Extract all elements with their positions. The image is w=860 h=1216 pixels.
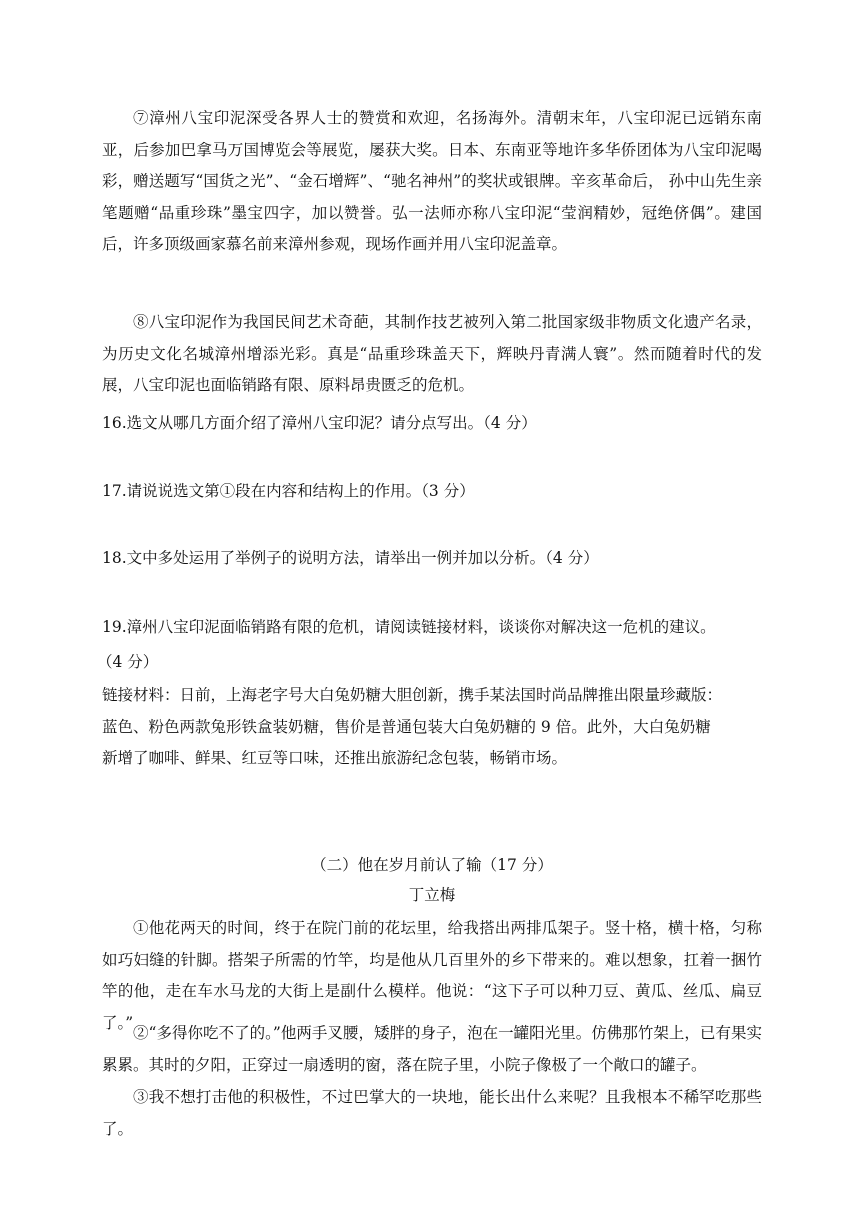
paragraph-3: ③我不想打击他的积极性，不过巴掌大的一块地，能长出什么来呢？且我根本不稀罕吃那些了。 xyxy=(102,1088,762,1138)
question-18: 18.文中多处运用了举例子的说明方法，请举出一例并加以分析。（4 分） xyxy=(102,549,599,567)
section-title: （二）他在岁月前认了输（17 分） xyxy=(311,856,553,874)
paragraph-8: ⑧八宝印泥作为我国民间艺术奇葩，其制作技艺被列入第二批国家级非物质文化遗产名录，为历史文化名城漳州增添光彩。真是“品重珍珠盖天下，辉映丹青满人寰”。然而随着时代的发展，八宝印泥也面临销路有限、原料昂贵匮乏的危机。 xyxy=(102,313,762,394)
question-19: 19.漳州八宝印泥面临销路有限的危机，请阅读链接材料，谈谈你对解决这一危机的建议。 xyxy=(102,618,716,636)
question-19-score: （4 分） xyxy=(97,653,159,671)
question-16: 16.选文从哪几方面介绍了漳州八宝印泥？请分点写出。（4 分） xyxy=(102,414,537,432)
paragraph-2: ②“多得你吃不了的。”他两手叉腰，矮胖的身子，泡在一罐阳光里。仿佛那竹架上，已有果实累累。其时的夕阳，正穿过一扇透明的窗，落在院子里，小院子像极了一个敞口的罐子。 xyxy=(102,1024,762,1074)
question-17: 17.请说说选文第①段在内容和结构上的作用。（3 分） xyxy=(102,482,475,500)
author-name: 丁立梅 xyxy=(408,886,456,904)
paragraph-7: ⑦漳州八宝印泥深受各界人士的赞赏和欢迎，名扬海外。清朝末年，八宝印泥已远销东南亚，后参加巴拿马万国博览会等展览，屡获大奖。日本、东南亚等地许多华侨团体为八宝印泥喝彩，赠送题写“国货之光”、“金石增辉”、“驰名神州”的奖状或银牌。辛亥革命后， 孙中山先生亲笔题赠“品重珍珠”墨宝四字，加以赞誉。弘一法师亦称八宝印泥“莹润精妙，冠绝侪偶”。建国后，许多顶级画家慕名前来漳州参观，现场作画并用八宝印泥盖章。 xyxy=(102,109,762,253)
link-material: 链接材料：日前，上海老字号大白兔奶糖大胆创新，携手某法国时尚品牌推出限量珍藏版：蓝色、粉色两款兔形铁盒装奶糖，售价是普通包装大白兔奶糖的 9 倍。此外，大白兔奶糖新增了咖啡、鲜果、红豆等口味，还推出旅游纪念包装，畅销市场。 xyxy=(102,686,723,767)
paragraph-1: ①他花两天的时间，终于在院门前的花坛里，给我搭出两排瓜架子。竖十格，横十格，匀称如巧妇缝的针脚。搭架子所需的竹竿，均是他从几百里外的乡下带来的。难以想象，扛着一捆竹竿的他，走在车水马龙的大街上是副什么模样。他说：“这下子可以种刀豆、黄瓜、丝瓜、扁豆了。” xyxy=(102,919,762,1032)
